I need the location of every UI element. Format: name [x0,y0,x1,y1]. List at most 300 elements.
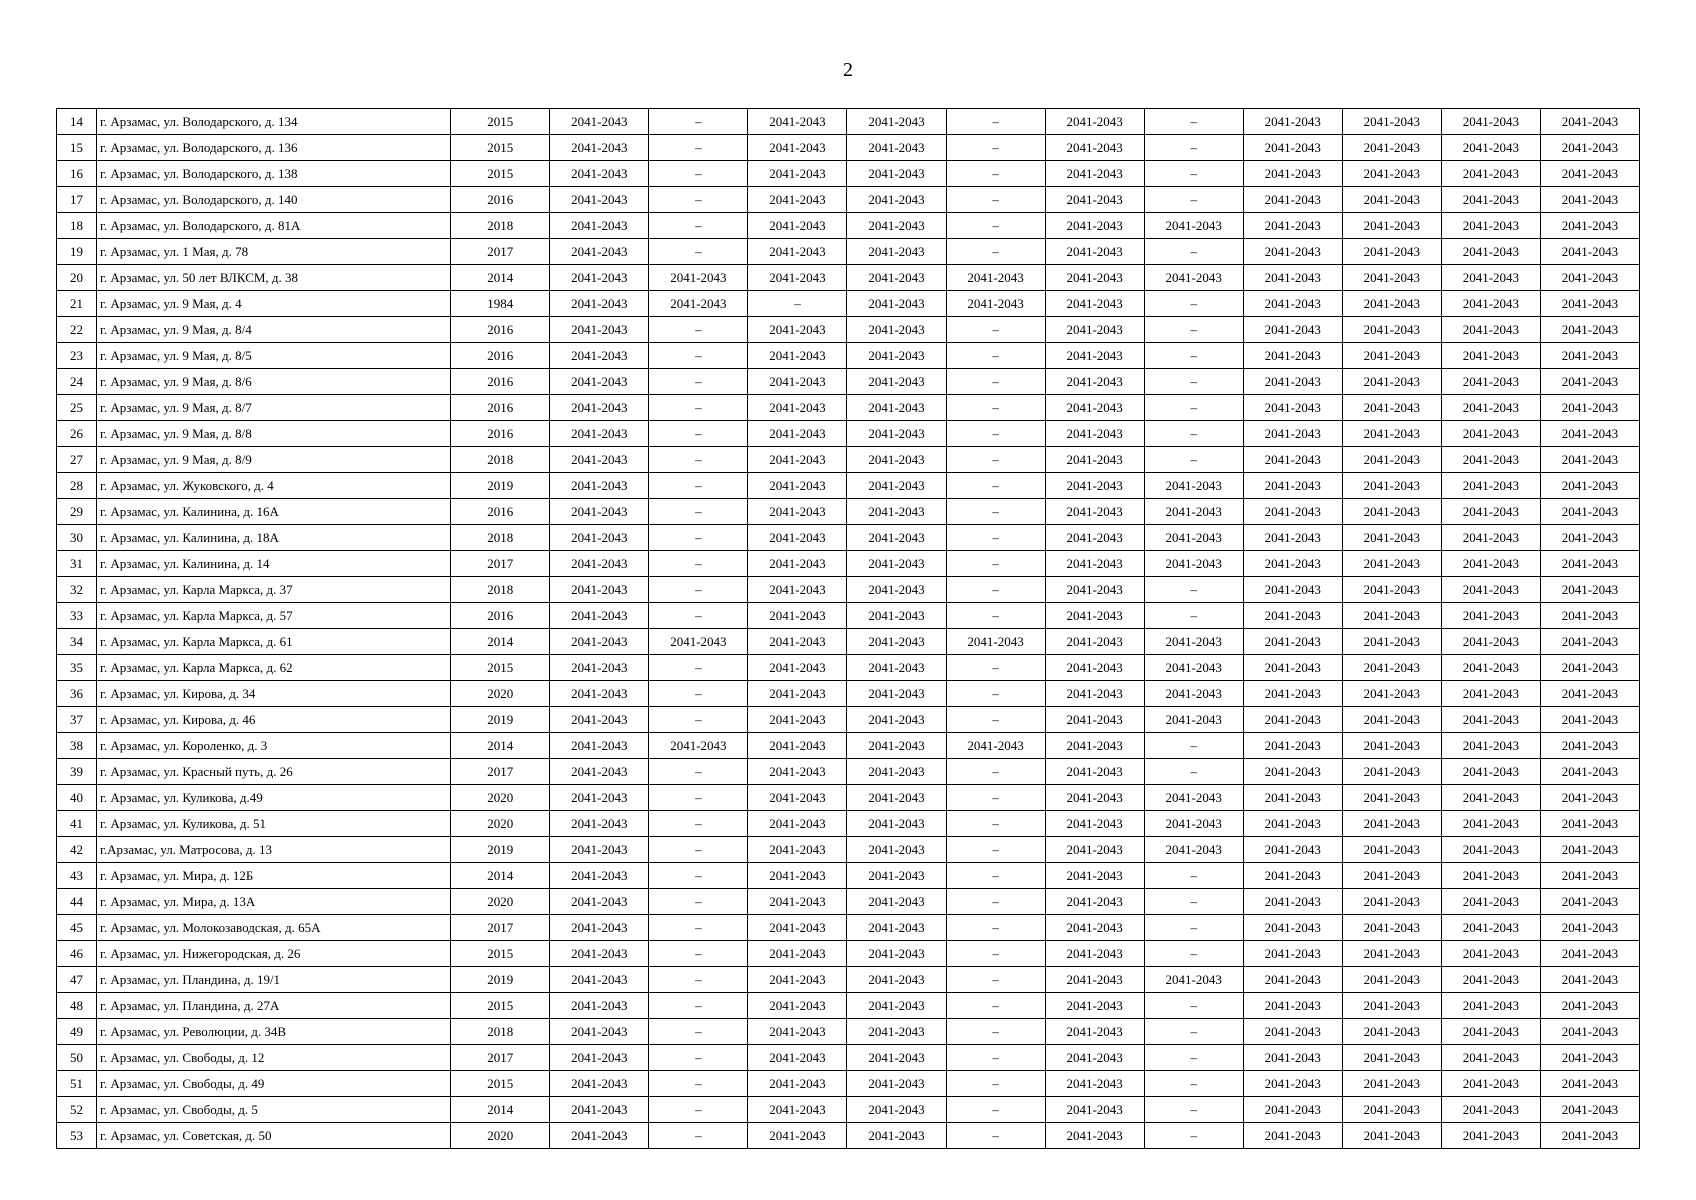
period-cell: 2041-2043 [1243,135,1342,161]
period-cell: 2041-2043 [1342,941,1441,967]
table-body [57,109,1640,1149]
period-cell: 2041-2043 [1540,603,1639,629]
period-cell: 2041-2043 [1342,785,1441,811]
table-row [57,265,1640,291]
period-cell: – [649,1045,748,1071]
period-cell: 2041-2043 [1342,265,1441,291]
period-cell: – [649,499,748,525]
period-cell: 2041-2043 [748,733,847,759]
period-cell: – [649,187,748,213]
year-cell: 2019 [451,473,550,499]
period-cell: 2041-2043 [1342,109,1441,135]
address-cell: г. Арзамас, ул. Мира, д. 12Б [97,863,451,889]
year-cell: 1984 [451,291,550,317]
period-cell: 2041-2043 [1441,577,1540,603]
row-number-cell: 17 [57,187,97,213]
table-row [57,109,1640,135]
period-cell: 2041-2043 [1540,993,1639,1019]
table-row [57,941,1640,967]
period-cell: 2041-2043 [550,941,649,967]
period-cell: 2041-2043 [847,811,946,837]
table-row [57,863,1640,889]
row-number-cell: 34 [57,629,97,655]
period-cell: 2041-2043 [1441,889,1540,915]
period-cell: 2041-2043 [1342,395,1441,421]
period-cell: 2041-2043 [1441,109,1540,135]
period-cell: 2041-2043 [748,811,847,837]
year-cell: 2014 [451,265,550,291]
address-cell: г. Арзамас, ул. Калинина, д. 14 [97,551,451,577]
period-cell: 2041-2043 [1342,993,1441,1019]
period-cell: – [946,759,1045,785]
year-cell: 2017 [451,759,550,785]
period-cell: – [946,343,1045,369]
period-cell: 2041-2043 [847,239,946,265]
period-cell: 2041-2043 [649,291,748,317]
table-row [57,707,1640,733]
period-cell: 2041-2043 [1045,837,1144,863]
period-cell: 2041-2043 [1540,213,1639,239]
year-cell: 2019 [451,967,550,993]
address-cell: г. Арзамас, ул. 9 Мая, д. 8/8 [97,421,451,447]
table-row [57,603,1640,629]
period-cell: 2041-2043 [1243,239,1342,265]
period-cell: 2041-2043 [1441,941,1540,967]
period-cell: 2041-2043 [748,317,847,343]
period-cell: 2041-2043 [1342,759,1441,785]
period-cell: 2041-2043 [1540,681,1639,707]
period-cell: – [649,395,748,421]
address-cell: г. Арзамас, ул. Карла Маркса, д. 62 [97,655,451,681]
period-cell: 2041-2043 [1441,915,1540,941]
period-cell: 2041-2043 [748,109,847,135]
period-cell: 2041-2043 [1342,187,1441,213]
period-cell: 2041-2043 [550,499,649,525]
address-cell: г. Арзамас, ул. Володарского, д. 134 [97,109,451,135]
address-cell: г. Арзамас, ул. Нижегородская, д. 26 [97,941,451,967]
row-number-cell: 23 [57,343,97,369]
row-number-cell: 16 [57,161,97,187]
year-cell: 2016 [451,603,550,629]
period-cell: 2041-2043 [1441,525,1540,551]
period-cell: 2041-2043 [1540,109,1639,135]
address-cell: г. Арзамас, ул. 9 Мая, д. 8/4 [97,317,451,343]
period-cell: 2041-2043 [1045,863,1144,889]
period-cell: – [946,603,1045,629]
period-cell: – [946,1019,1045,1045]
period-cell: 2041-2043 [550,291,649,317]
period-cell: 2041-2043 [1045,785,1144,811]
address-cell: г. Арзамас, ул. Молокозаводская, д. 65А [97,915,451,941]
period-cell: 2041-2043 [748,1123,847,1149]
year-cell: 2020 [451,1123,550,1149]
year-cell: 2014 [451,733,550,759]
period-cell: 2041-2043 [1045,395,1144,421]
table-row [57,239,1640,265]
period-cell: 2041-2043 [550,265,649,291]
period-cell: – [649,967,748,993]
table-row [57,187,1640,213]
period-cell: 2041-2043 [1342,1019,1441,1045]
period-cell: 2041-2043 [1243,447,1342,473]
period-cell: – [946,655,1045,681]
period-cell: 2041-2043 [748,889,847,915]
period-cell: – [946,785,1045,811]
period-cell: 2041-2043 [1540,863,1639,889]
period-cell: 2041-2043 [1342,603,1441,629]
period-cell: 2041-2043 [1045,473,1144,499]
year-cell: 2014 [451,629,550,655]
year-cell: 2015 [451,655,550,681]
period-cell: 2041-2043 [1045,161,1144,187]
period-cell: 2041-2043 [1243,343,1342,369]
period-cell: 2041-2043 [847,681,946,707]
period-cell: 2041-2043 [1540,447,1639,473]
period-cell: 2041-2043 [847,291,946,317]
table-row [57,213,1640,239]
row-number-cell: 15 [57,135,97,161]
period-cell: 2041-2043 [550,161,649,187]
period-cell: 2041-2043 [550,837,649,863]
period-cell: – [649,889,748,915]
period-cell: 2041-2043 [550,1071,649,1097]
address-cell: г. Арзамас, ул. Кирова, д. 34 [97,681,451,707]
period-cell: 2041-2043 [1342,525,1441,551]
table-row [57,473,1640,499]
period-cell: 2041-2043 [550,369,649,395]
period-cell: 2041-2043 [1045,265,1144,291]
period-cell: 2041-2043 [1342,811,1441,837]
period-cell: – [1144,291,1243,317]
row-number-cell: 40 [57,785,97,811]
row-number-cell: 30 [57,525,97,551]
year-cell: 2016 [451,343,550,369]
period-cell: 2041-2043 [1342,213,1441,239]
table-row [57,1045,1640,1071]
period-cell: 2041-2043 [1342,239,1441,265]
period-cell: 2041-2043 [946,265,1045,291]
address-cell: г. Арзамас, ул. Куликова, д. 51 [97,811,451,837]
period-cell: – [946,395,1045,421]
period-cell: 2041-2043 [1144,681,1243,707]
period-cell: 2041-2043 [1441,603,1540,629]
period-cell: – [748,291,847,317]
address-cell: г. Арзамас, ул. 9 Мая, д. 8/6 [97,369,451,395]
period-cell: 2041-2043 [748,1071,847,1097]
period-cell: 2041-2043 [1045,811,1144,837]
period-cell: – [946,941,1045,967]
period-cell: – [649,1019,748,1045]
table-row [57,1097,1640,1123]
period-cell: 2041-2043 [1243,317,1342,343]
period-cell: 2041-2043 [748,473,847,499]
period-cell: 2041-2043 [1441,629,1540,655]
table-row [57,993,1640,1019]
period-cell: 2041-2043 [1144,473,1243,499]
address-cell: г. Арзамас, ул. Калинина, д. 16А [97,499,451,525]
period-cell: 2041-2043 [748,421,847,447]
period-cell: 2041-2043 [1243,967,1342,993]
period-cell: 2041-2043 [1045,499,1144,525]
period-cell: 2041-2043 [1243,941,1342,967]
period-cell: 2041-2043 [847,265,946,291]
row-number-cell: 44 [57,889,97,915]
period-cell: 2041-2043 [1243,109,1342,135]
period-cell: 2041-2043 [1144,785,1243,811]
period-cell: 2041-2043 [1342,733,1441,759]
period-cell: – [1144,395,1243,421]
period-cell: – [649,135,748,161]
row-number-cell: 31 [57,551,97,577]
row-number-cell: 43 [57,863,97,889]
table-row [57,421,1640,447]
period-cell: 2041-2043 [1441,1123,1540,1149]
period-cell: 2041-2043 [1441,681,1540,707]
period-cell: – [946,837,1045,863]
period-cell: 2041-2043 [550,889,649,915]
period-cell: – [946,1123,1045,1149]
year-cell: 2020 [451,889,550,915]
period-cell: 2041-2043 [847,577,946,603]
period-cell: 2041-2043 [748,343,847,369]
period-cell: – [946,993,1045,1019]
period-cell: 2041-2043 [847,499,946,525]
year-cell: 2018 [451,447,550,473]
row-number-cell: 38 [57,733,97,759]
period-cell: – [1144,577,1243,603]
period-cell: 2041-2043 [748,447,847,473]
row-number-cell: 42 [57,837,97,863]
period-cell: 2041-2043 [1243,837,1342,863]
period-cell: 2041-2043 [1144,837,1243,863]
period-cell: – [946,1045,1045,1071]
period-cell: 2041-2043 [1045,577,1144,603]
table-row [57,1019,1640,1045]
period-cell: 2041-2043 [1342,447,1441,473]
period-cell: 2041-2043 [847,161,946,187]
period-cell: 2041-2043 [1243,265,1342,291]
period-cell: – [1144,447,1243,473]
period-cell: 2041-2043 [550,1097,649,1123]
period-cell: 2041-2043 [1540,551,1639,577]
row-number-cell: 18 [57,213,97,239]
address-cell: г. Арзамас, ул. Революции, д. 34В [97,1019,451,1045]
period-cell: 2041-2043 [748,1045,847,1071]
table-row [57,395,1640,421]
row-number-cell: 47 [57,967,97,993]
period-cell: 2041-2043 [1441,1071,1540,1097]
table-row [57,525,1640,551]
period-cell: 2041-2043 [1243,577,1342,603]
row-number-cell: 49 [57,1019,97,1045]
address-cell: г. Арзамас, ул. Красный путь, д. 26 [97,759,451,785]
period-cell: 2041-2043 [748,759,847,785]
period-cell: 2041-2043 [1540,629,1639,655]
period-cell: 2041-2043 [748,265,847,291]
address-cell: г. Арзамас, ул. Пландина, д. 19/1 [97,967,451,993]
period-cell: 2041-2043 [847,551,946,577]
period-cell: – [649,785,748,811]
period-cell: – [946,499,1045,525]
period-cell: 2041-2043 [847,603,946,629]
period-cell: – [649,369,748,395]
address-cell: г. Арзамас, ул. Свободы, д. 49 [97,1071,451,1097]
address-cell: г. Арзамас, ул. Карла Маркса, д. 57 [97,603,451,629]
year-cell: 2014 [451,1097,550,1123]
period-cell: – [649,525,748,551]
period-cell: 2041-2043 [1540,707,1639,733]
table-row [57,889,1640,915]
address-cell: г. Арзамас, ул. 9 Мая, д. 8/7 [97,395,451,421]
row-number-cell: 27 [57,447,97,473]
period-cell: – [946,681,1045,707]
address-cell: г. Арзамас, ул. Калинина, д. 18А [97,525,451,551]
period-cell: 2041-2043 [1243,187,1342,213]
period-cell: 2041-2043 [1441,837,1540,863]
row-number-cell: 41 [57,811,97,837]
table-row [57,629,1640,655]
period-cell: 2041-2043 [748,395,847,421]
period-cell: – [946,551,1045,577]
period-cell: 2041-2043 [847,369,946,395]
period-cell: – [1144,161,1243,187]
period-cell: 2041-2043 [1441,707,1540,733]
period-cell: 2041-2043 [1045,187,1144,213]
period-cell: 2041-2043 [1243,681,1342,707]
period-cell: 2041-2043 [1045,1097,1144,1123]
period-cell: 2041-2043 [1243,499,1342,525]
period-cell: 2041-2043 [1441,187,1540,213]
period-cell: 2041-2043 [1045,291,1144,317]
period-cell: – [1144,1045,1243,1071]
period-cell: 2041-2043 [748,629,847,655]
period-cell: 2041-2043 [1441,317,1540,343]
period-cell: 2041-2043 [1045,1045,1144,1071]
address-cell: г. Арзамас, ул. Кирова, д. 46 [97,707,451,733]
period-cell: 2041-2043 [1243,1097,1342,1123]
period-cell: 2041-2043 [550,681,649,707]
period-cell: 2041-2043 [1243,1071,1342,1097]
period-cell: 2041-2043 [1045,655,1144,681]
period-cell: 2041-2043 [1144,629,1243,655]
row-number-cell: 35 [57,655,97,681]
period-cell: 2041-2043 [748,239,847,265]
period-cell: 2041-2043 [1540,785,1639,811]
period-cell: 2041-2043 [946,291,1045,317]
period-cell: – [1144,1123,1243,1149]
period-cell: 2041-2043 [1045,447,1144,473]
period-cell: – [649,1123,748,1149]
row-number-cell: 21 [57,291,97,317]
period-cell: 2041-2043 [1243,915,1342,941]
period-cell: 2041-2043 [1540,395,1639,421]
period-cell: 2041-2043 [550,317,649,343]
period-cell: – [946,1071,1045,1097]
period-cell: 2041-2043 [1540,811,1639,837]
period-cell: 2041-2043 [1540,135,1639,161]
period-cell: 2041-2043 [847,837,946,863]
period-cell: 2041-2043 [1243,889,1342,915]
year-cell: 2018 [451,213,550,239]
table-row [57,577,1640,603]
table-row [57,681,1640,707]
period-cell: 2041-2043 [847,135,946,161]
address-cell: г. Арзамас, ул. 9 Мая, д. 8/5 [97,343,451,369]
period-cell: – [1144,421,1243,447]
period-cell: 2041-2043 [847,759,946,785]
year-cell: 2015 [451,941,550,967]
period-cell: 2041-2043 [1441,1045,1540,1071]
period-cell: 2041-2043 [1441,499,1540,525]
period-cell: 2041-2043 [748,187,847,213]
period-cell: – [649,161,748,187]
year-cell: 2015 [451,135,550,161]
period-cell: 2041-2043 [1441,421,1540,447]
period-cell: – [946,369,1045,395]
period-cell: – [946,447,1045,473]
period-cell: 2041-2043 [1441,447,1540,473]
period-cell: 2041-2043 [1342,577,1441,603]
period-cell: 2041-2043 [1045,239,1144,265]
period-cell: 2041-2043 [847,655,946,681]
period-cell: 2041-2043 [1342,369,1441,395]
year-cell: 2020 [451,811,550,837]
period-cell: 2041-2043 [1441,291,1540,317]
period-cell: 2041-2043 [1441,785,1540,811]
period-cell: 2041-2043 [847,395,946,421]
year-cell: 2014 [451,863,550,889]
period-cell: 2041-2043 [748,655,847,681]
period-cell: 2041-2043 [1441,395,1540,421]
period-cell: 2041-2043 [748,785,847,811]
period-cell: – [649,421,748,447]
period-cell: 2041-2043 [748,135,847,161]
period-cell: 2041-2043 [1243,369,1342,395]
period-cell: 2041-2043 [847,473,946,499]
period-cell: 2041-2043 [847,1123,946,1149]
period-cell: 2041-2043 [1243,759,1342,785]
row-number-cell: 53 [57,1123,97,1149]
period-cell: 2041-2043 [1045,967,1144,993]
table-row [57,733,1640,759]
period-cell: 2041-2043 [1144,551,1243,577]
period-cell: 2041-2043 [1441,733,1540,759]
address-cell: г. Арзамас, ул. 9 Мая, д. 8/9 [97,447,451,473]
period-cell: – [1144,603,1243,629]
year-cell: 2018 [451,577,550,603]
year-cell: 2015 [451,109,550,135]
period-cell: – [649,915,748,941]
period-cell: 2041-2043 [550,863,649,889]
period-cell: 2041-2043 [1441,265,1540,291]
period-cell: 2041-2043 [1045,369,1144,395]
period-cell: 2041-2043 [1342,629,1441,655]
period-cell: 2041-2043 [1342,551,1441,577]
period-cell: 2041-2043 [1441,213,1540,239]
period-cell: 2041-2043 [1342,863,1441,889]
period-cell: 2041-2043 [1441,161,1540,187]
address-cell: г. Арзамас, ул. Володарского, д. 138 [97,161,451,187]
period-cell: – [1144,317,1243,343]
period-cell: 2041-2043 [1045,681,1144,707]
period-cell: 2041-2043 [748,577,847,603]
table-row [57,837,1640,863]
period-cell: – [1144,993,1243,1019]
period-cell: 2041-2043 [748,941,847,967]
table-row [57,499,1640,525]
period-cell: 2041-2043 [1342,1097,1441,1123]
period-cell: 2041-2043 [1540,1097,1639,1123]
